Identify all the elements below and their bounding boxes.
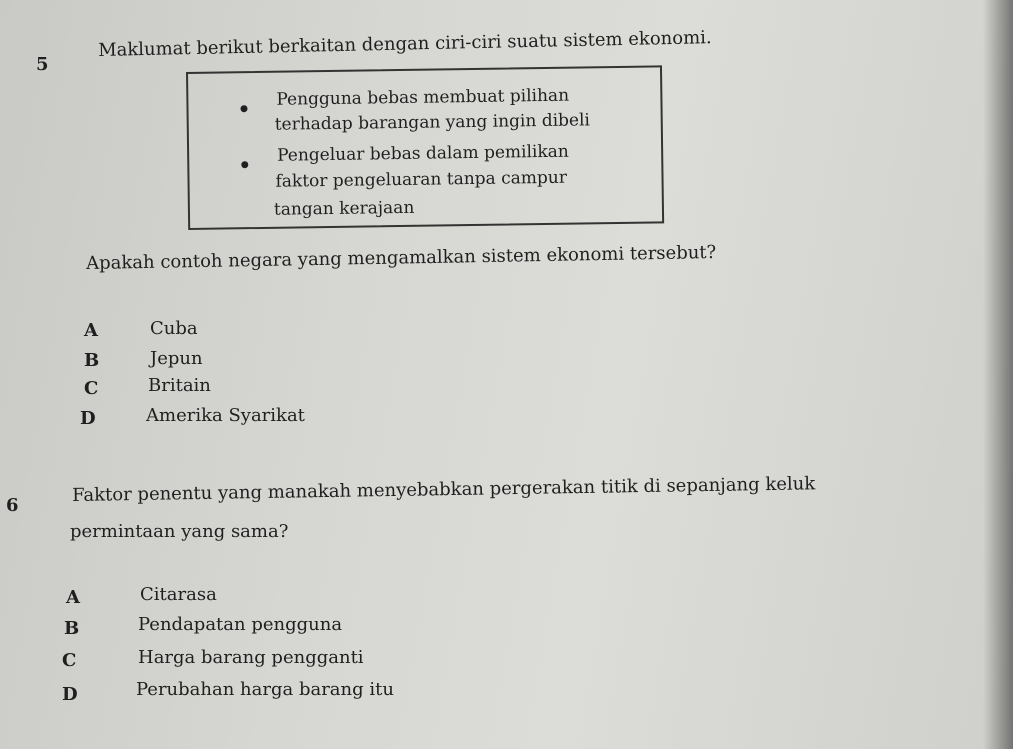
info-line-1: Pengguna bebas membuat pilihan bbox=[276, 85, 570, 110]
bullet-2-dot bbox=[241, 161, 248, 168]
q5-option-c-text[interactable]: Britain bbox=[148, 375, 211, 396]
bullet-1-dot bbox=[240, 105, 247, 112]
question-5-prompt: Apakah contoh negara yang mengamalkan sistem ekonomi tersebut? bbox=[86, 242, 717, 274]
q6-option-d-letter[interactable]: D bbox=[62, 684, 78, 705]
q5-option-d-text[interactable]: Amerika Syarikat bbox=[146, 405, 305, 426]
question-5-stem: Maklumat berikut berkaitan dengan ciri-ciri suatu sistem ekonomi. bbox=[98, 27, 712, 61]
q5-option-a-text[interactable]: Cuba bbox=[150, 318, 198, 339]
q5-option-b-text[interactable]: Jepun bbox=[150, 348, 203, 369]
info-line-2: terhadap barangan yang ingin dibeli bbox=[274, 110, 591, 135]
q5-option-c-letter[interactable]: C bbox=[84, 378, 99, 399]
q6-option-a-letter[interactable]: A bbox=[66, 587, 80, 608]
q5-option-b-letter[interactable]: B bbox=[84, 350, 100, 371]
q6-option-a-text[interactable]: Citarasa bbox=[140, 584, 217, 605]
info-line-4: faktor pengeluaran tanpa campur bbox=[275, 167, 568, 192]
q6-option-b-letter[interactable]: B bbox=[64, 618, 80, 639]
q5-option-d-letter[interactable]: D bbox=[80, 408, 96, 429]
info-line-5: tangan kerajaan bbox=[273, 197, 415, 220]
q6-option-d-text[interactable]: Perubahan harga barang itu bbox=[136, 679, 394, 700]
question-6-stem-line-1: Faktor penentu yang manakah menyebabkan pergerakan titik di sepanjang keluk bbox=[72, 473, 816, 506]
page-edge-shadow bbox=[983, 0, 1013, 749]
q5-option-a-letter[interactable]: A bbox=[84, 320, 98, 341]
q6-option-c-text[interactable]: Harga barang pengganti bbox=[138, 647, 364, 668]
question-6-stem-line-2: permintaan yang sama? bbox=[70, 521, 289, 542]
question-5-number: 5 bbox=[36, 54, 49, 75]
question-6-number: 6 bbox=[6, 495, 19, 516]
info-box bbox=[186, 65, 664, 230]
q6-option-c-letter[interactable]: C bbox=[62, 650, 77, 671]
q6-option-b-text[interactable]: Pendapatan pengguna bbox=[138, 614, 343, 635]
info-line-3: Pengeluar bebas dalam pemilikan bbox=[277, 141, 569, 166]
